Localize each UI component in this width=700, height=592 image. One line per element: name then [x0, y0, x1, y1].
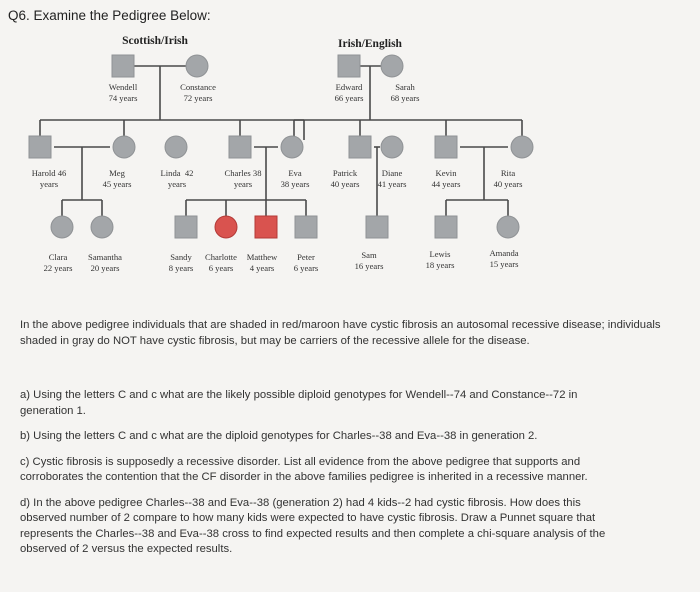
- pedigree-symbol-samantha: [91, 216, 113, 238]
- pedigree-symbol-sarah: [381, 55, 403, 77]
- label-clara-name: Clara: [48, 252, 68, 262]
- label-matthew-age: 4 years: [249, 263, 275, 273]
- label-meg-age: 45 years: [102, 179, 132, 189]
- label-wendell-age: 74 years: [108, 93, 138, 103]
- question-list: [20, 388, 620, 568]
- label-lewis-age: 18 years: [425, 260, 455, 270]
- label-constance-name: Constance: [180, 82, 216, 92]
- label-sarah-age: 68 years: [390, 93, 420, 103]
- pedigree-symbol-constance: [186, 55, 208, 77]
- label-eva-age: 38 years: [280, 179, 310, 189]
- label-sarah-name: Sarah: [395, 82, 415, 92]
- label-edward-name: Edward: [335, 82, 363, 92]
- label-charlotte-name: Charlotte: [205, 252, 237, 262]
- label-rita-name: Rita: [500, 168, 516, 178]
- pedigree-symbol-meg: [113, 136, 135, 158]
- pedigree-labels: [32, 82, 523, 273]
- pedigree-symbol-sam: [366, 216, 388, 238]
- family-label-left: Scottish/Irish: [122, 35, 188, 47]
- label-harold-age: years: [39, 179, 59, 189]
- label-kevin-name: Kevin: [435, 168, 457, 178]
- question-title: Q6. Examine the Pedigree Below:: [8, 8, 211, 23]
- pedigree-symbol-linda: [165, 136, 187, 158]
- label-sam-name: Sam: [361, 250, 377, 260]
- label-sandy-age: 8 years: [168, 263, 194, 273]
- pedigree-symbol-diane: [381, 136, 403, 158]
- label-amanda-age: 15 years: [489, 259, 519, 269]
- pedigree-symbol-kevin: [435, 136, 457, 158]
- pedigree-symbol-patrick: [349, 136, 371, 158]
- pedigree-symbol-matthew: [255, 216, 277, 238]
- label-diane-name: Diane: [381, 168, 403, 178]
- label-charles-name: Charles 38: [224, 168, 262, 178]
- label-charles-age: years: [233, 179, 253, 189]
- label-lewis-name: Lewis: [429, 249, 451, 259]
- label-linda-name: Linda 42: [160, 168, 194, 178]
- label-sam-age: 16 years: [354, 261, 384, 271]
- pedigree-symbol-wendell: [112, 55, 134, 77]
- label-sandy-name: Sandy: [170, 252, 192, 262]
- label-samantha-name: Samantha: [88, 252, 122, 262]
- pedigree-symbol-charlotte: [215, 216, 237, 238]
- label-diane-age: 41 years: [377, 179, 407, 189]
- label-rita-age: 40 years: [493, 179, 523, 189]
- question-c: c) Cystic fibrosis is supposedly a recessive disorder. List all evidence from the above pedigree that supports and corroborates the contention that the CF disorder in the above families pedigree is inherited in a recessive manner.: [20, 455, 588, 483]
- pedigree-symbol-amanda: [497, 216, 519, 238]
- label-charlotte-age: 6 years: [208, 263, 234, 273]
- label-peter-name: Peter: [297, 252, 315, 262]
- pedigree-symbol-rita: [511, 136, 533, 158]
- label-linda-age: years: [167, 179, 187, 189]
- pedigree-symbol-charles: [229, 136, 251, 158]
- label-wendell-name: Wendell: [108, 82, 138, 92]
- label-patrick-age: 40 years: [330, 179, 360, 189]
- question-d: d) In the above pedigree Charles--38 and Eva--38 (generation 2) had 4 kids--2 had cystic fibrosis. How does this observed number of 2 compare to how many kids were expected to have cystic fibrosis. Draw a Punnet square that represents the Charles--38 and Eva--38 cross to find expected results and then complete a chi-square analysis of the observed of 2 versus the expected results.: [20, 496, 606, 555]
- label-clara-age: 22 years: [43, 263, 73, 273]
- pedigree-symbol-eva: [281, 136, 303, 158]
- label-peter-age: 6 years: [293, 263, 319, 273]
- label-patrick-name: Patrick: [332, 168, 358, 178]
- pedigree-symbol-edward: [338, 55, 360, 77]
- label-harold-name: Harold 46: [31, 168, 67, 178]
- family-label-right: Irish/English: [338, 38, 402, 50]
- pedigree-symbol-harold: [29, 136, 51, 158]
- label-samantha-age: 20 years: [90, 263, 120, 273]
- label-edward-age: 66 years: [334, 93, 364, 103]
- label-eva-name: Eva: [288, 168, 302, 178]
- intro-paragraph: In the above pedigree individuals that are shaded in red/maroon have cystic fibrosis an autosomal recessive disease; individuals shaded in gray do NOT have cystic fibrosis, but may be carriers of the recessive allele for the disease.: [20, 319, 661, 347]
- label-kevin-age: 44 years: [431, 179, 461, 189]
- question-a: a) Using the letters C and c what are the likely possible diploid genotypes for Wendell--74 and Constance--72 in generation 1.: [20, 389, 578, 417]
- pedigree-symbol-clara: [51, 216, 73, 238]
- question-b: b) Using the letters C and c what are the diploid genotypes for Charles--38 and Eva--38 in generation 2.: [20, 430, 538, 442]
- pedigree-symbol-lewis: [435, 216, 457, 238]
- pedigree-symbol-peter: [295, 216, 317, 238]
- label-meg-name: Meg: [109, 168, 125, 178]
- pedigree-symbol-sandy: [175, 216, 197, 238]
- label-amanda-name: Amanda: [489, 248, 519, 258]
- label-matthew-name: Matthew: [246, 252, 278, 262]
- label-constance-age: 72 years: [183, 93, 213, 103]
